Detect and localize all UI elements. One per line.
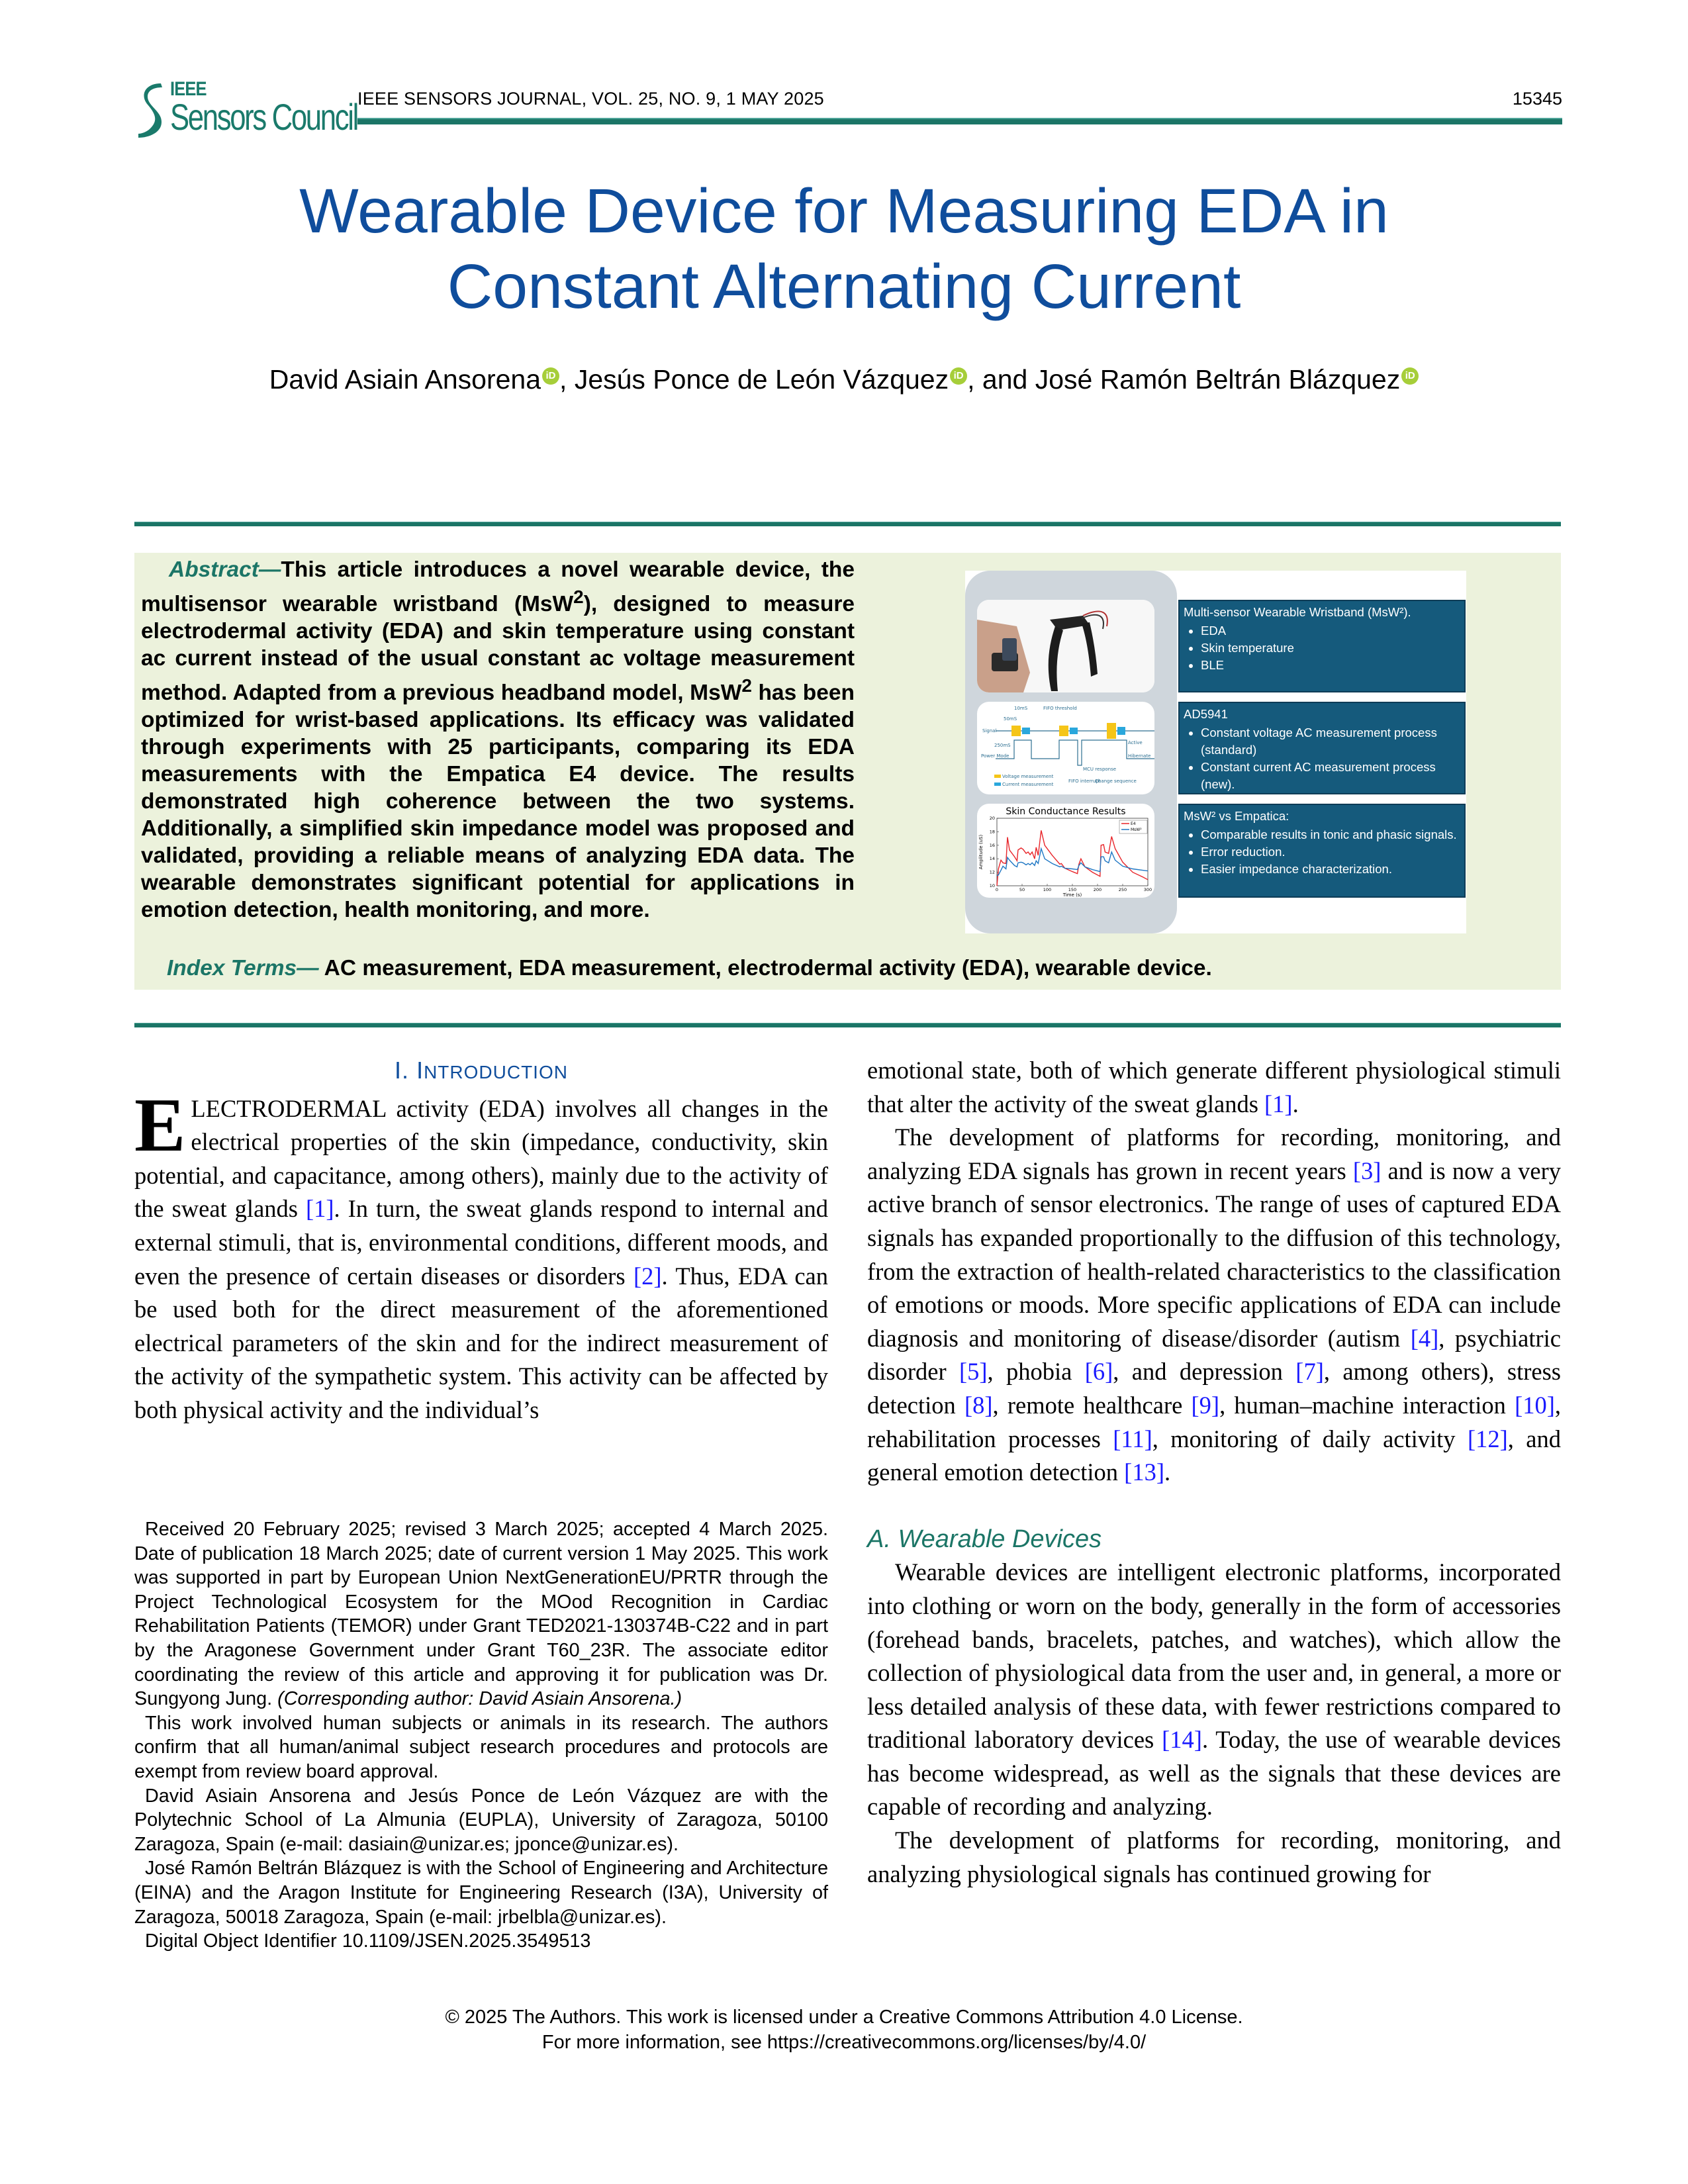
svg-text:Time (s): Time (s) (1062, 892, 1082, 898)
svg-text:50: 50 (1019, 887, 1025, 892)
author-separator: , and (967, 364, 1035, 395)
timing-label: FIFO threshold (1043, 706, 1077, 711)
abstract-body: ), designed to measure electrodermal activity (EDA) and skin temperature using constant ac current instead of the usual constant ac voltage measurement method. Adapted from a previous headband model, MsW (141, 592, 855, 706)
svg-text:MsW²: MsW² (1131, 828, 1142, 832)
license-footer (0, 2005, 1688, 2055)
ga-box-title: MsW² vs Empatica: (1184, 809, 1289, 823)
timing-label: Active (1128, 740, 1143, 745)
orcid-icon[interactable]: iD (950, 367, 967, 385)
ieee-sensors-council-logo (136, 78, 357, 138)
line-chart (977, 804, 1154, 898)
citation-link[interactable]: [7] (1295, 1358, 1324, 1386)
ga-list-item: • Error reduction. (1201, 843, 1460, 861)
body-text: , and depression (1113, 1358, 1296, 1386)
body-text: . (1292, 1090, 1299, 1117)
superscript: 2 (741, 675, 752, 696)
orcid-icon[interactable]: iD (1401, 367, 1419, 385)
body-text: . Today, the use of wearable devices has become widespread, as well as the signals that these devices are capable of recording and analyzing. (867, 1726, 1561, 1821)
timing-label: 10mS (1014, 706, 1028, 711)
ga-box-title: Multi-sensor Wearable Wristband (MsW²). (1184, 605, 1411, 619)
svg-text:20: 20 (989, 816, 995, 821)
svg-text:12: 12 (989, 869, 995, 875)
ga-box-ad5941 (1178, 702, 1466, 794)
body-text: , remote healthcare (992, 1391, 1192, 1419)
svg-text:250: 250 (1118, 887, 1127, 892)
body-text: , psychiatric disorder (867, 1324, 1561, 1386)
ga-list-item: • EDA (1201, 622, 1460, 640)
ga-list-item: • Constant current AC measurement process (new). (1201, 759, 1460, 793)
footnote-text: Received 20 February 2025; revised 3 March 2025; accepted 4 March 2025. Date of publication 18 March 2025; date of current version 1 May 2025. This work was supported in part by European Union NextGenerationEU/PRTR through the Project Technological Ecosystem for the MOod Recognition in Cardiac Rehabilitation Patients (TEMOR) under Grant TED2021-130374B-C22 and in part by the Aragonese Government under Grant T60_23R. The associate editor coordinating the review of this article and approving it for publication was Dr. Sungyong Jung. (134, 1519, 828, 1710)
citation-link[interactable]: [8] (964, 1391, 993, 1419)
device-photo (977, 600, 1154, 692)
corresponding-author: (Corresponding author: David Asiain Ansorena.) (277, 1688, 682, 1710)
citation-link[interactable]: [11] (1113, 1425, 1152, 1452)
ga-list-item: • Constant voltage AC measurement process (standard) (1201, 724, 1460, 759)
timing-label: Power Mode (981, 753, 1009, 759)
index-terms-text: AC measurement, EDA measurement, electrodermal activity (EDA), wearable device. (318, 956, 1212, 980)
drop-cap: E (134, 1082, 186, 1168)
right-column (867, 1054, 1561, 1891)
sensors-s-icon (136, 81, 167, 138)
timing-label: 50mS (1004, 716, 1017, 722)
author-name: Jesús Ponce de León Vázquez (574, 364, 949, 395)
timing-diagram-chart (977, 702, 1154, 794)
abstract-top-rule (134, 522, 1561, 526)
ga-box-title: AD5941 (1184, 707, 1228, 721)
wristband-photo-icon (977, 600, 1154, 692)
body-text: , human–machine interaction (1219, 1391, 1515, 1419)
chart-title: Skin Conductance Results (1006, 806, 1126, 817)
timing-diagram (977, 702, 1154, 794)
title-line-1: Wearable Device for Measuring EDA in (299, 176, 1389, 246)
ga-list-item: • Easier impedance characterization. (1201, 861, 1460, 878)
citation-link[interactable]: [1] (1264, 1090, 1293, 1117)
citation-link[interactable]: [13] (1124, 1458, 1164, 1486)
svg-text:150: 150 (1068, 887, 1077, 892)
license-line-2: For more information, see https://creativecommons.org/licenses/by/4.0/ (541, 2032, 1147, 2053)
citation-link[interactable]: [1] (305, 1195, 334, 1223)
svg-text:100: 100 (1043, 887, 1052, 892)
author-list (0, 364, 1688, 395)
body-text: , among others), stress detection (867, 1358, 1561, 1419)
svg-text:200: 200 (1093, 887, 1102, 892)
citation-link[interactable]: [10] (1515, 1391, 1555, 1419)
body-text: , monitoring of daily activity (1152, 1425, 1468, 1452)
logo-ieee-text: IEEE (170, 78, 207, 100)
footnote-affiliation-2: José Ramón Beltrán Blázquez is with the School of Engineering and Architecture (EINA) and the Aragon Institute for Engineering Research (I3A), University of Zaragoza, 50018 Zaragoza, Spain (e-mail: jrbelbla@unizar.es). (134, 1858, 828, 1928)
author-separator: , (559, 364, 575, 395)
footnote-affiliation-1: David Asiain Ansorena and Jesús Ponce de León Vázquez are with the Polytechnic School of La Almunia (EUPLA), University of Zaragoza, 50100 Zaragoza, Spain (e-mail: dasiain@unizar.es; jponce@unizar.es). (134, 1785, 828, 1855)
citation-link[interactable]: [6] (1084, 1358, 1113, 1386)
ga-list-item: • BLE (1201, 657, 1460, 674)
body-text: . (1164, 1458, 1171, 1486)
section-heading-introduction (134, 1054, 828, 1090)
footnote-ethics: This work involved human subjects or animals in its research. The authors confirm that all human/animal subject research procedures and protocols are exempt from review board approval. (134, 1712, 828, 1782)
svg-text:18: 18 (989, 829, 995, 835)
ga-list-item: • Comparable results in tonic and phasic signals. (1201, 826, 1460, 843)
timing-label: Signal (982, 728, 997, 734)
timing-label: 250mS (994, 743, 1011, 748)
timing-label: FIFO interrupt (1068, 779, 1101, 784)
intro-paragraph-1 (134, 1082, 828, 1427)
subsection-heading-wearable-devices: A. Wearable Devices (867, 1525, 1102, 1553)
abstract-body: This article introduces a novel wearable device, the multisensor wearable wristband (MsW (141, 557, 855, 617)
svg-text:10: 10 (989, 883, 995, 888)
body-text: The development of platforms for recording, monitoring, and analyzing EDA signals has grown in recent years (867, 1123, 1561, 1184)
author-name: David Asiain Ansorena (269, 364, 541, 395)
graphical-abstract (965, 571, 1466, 933)
body-text: Wearable devices are intelligent electronic platforms, incorporated into clothing or worn on the body, generally in the form of accessories (forehead bands, bracelets, patches, and watches), which allow the collection of physiological data from the user and, in general, a more or less detailed analysis of these data, with fewer restrictions compared to traditional laboratory devices (867, 1558, 1561, 1754)
citation-link[interactable]: [12] (1467, 1425, 1508, 1452)
svg-text:E4: E4 (1131, 822, 1136, 826)
wearables-paragraph-2: The development of platforms for recording, monitoring, and analyzing physiological signals has continued growing for (867, 1827, 1561, 1887)
author-name: José Ramón Beltrán Blázquez (1035, 364, 1401, 395)
footnote-doi: Digital Object Identifier 10.1109/JSEN.2025.3549513 (145, 1930, 591, 1952)
ga-box-comparison (1178, 804, 1466, 898)
legend-label: Current measurement (1002, 782, 1054, 787)
index-terms (167, 956, 1212, 981)
left-column (134, 1054, 828, 1427)
citation-link[interactable]: [5] (959, 1358, 988, 1386)
footnote-received (134, 1517, 828, 1711)
abstract-bottom-rule (134, 1023, 1561, 1027)
header-rule (357, 118, 1562, 124)
superscript: 2 (573, 587, 584, 607)
section-title: I (416, 1057, 424, 1084)
ga-box-wristband (1178, 600, 1466, 692)
citation-link[interactable]: [4] (1410, 1324, 1439, 1352)
svg-text:Amplitude (uS): Amplitude (uS) (978, 834, 984, 870)
intro-paragraph-1-continued (867, 1054, 1561, 1121)
index-terms-label: Index Terms— (167, 956, 319, 980)
body-text: LECTRODERMAL activity (EDA) involves all changes in the electrical properties of the skin (impedance, conductivity, skin potential, and capacitance, among others), mainly due to the activity of the sweat glands (134, 1094, 828, 1223)
svg-text:300: 300 (1143, 887, 1152, 892)
orcid-icon[interactable]: iD (542, 367, 559, 385)
section-number: I. (395, 1057, 417, 1084)
timing-label: MCU response (1083, 767, 1117, 772)
section-title: NTRODUCTION (424, 1062, 568, 1082)
svg-text:14: 14 (989, 856, 995, 862)
citation-link[interactable]: [14] (1162, 1726, 1202, 1754)
svg-text:0: 0 (995, 887, 999, 892)
logo-sensors-council-text: Sensors Council (170, 96, 357, 138)
legend-label: Voltage measurement (1002, 774, 1054, 779)
wearables-paragraph-1 (867, 1556, 1561, 1824)
body-text: and is now a very active branch of sensor electronics. The range of uses of captured EDA signals has expanded proportionally to the diffusion of this technology, from the extraction of health-related characteristics to the classification of emotions or moods. More specific applications of EDA can include diagnosis and monitoring of disease/disorder (autism (867, 1157, 1561, 1352)
svg-text:16: 16 (989, 842, 995, 848)
ga-list-item: • Skin temperature (1201, 640, 1460, 657)
body-text: emotional state, both of which generate different physiological stimuli that alter the activity of the sweat glands (867, 1057, 1561, 1117)
citation-link[interactable]: [2] (633, 1262, 662, 1290)
page-number: 15345 (1512, 89, 1562, 109)
body-text: . In turn, the sweat glands respond to internal and external stimuli, that is, environmental conditions, different moods, and even the presence of certain diseases or disorders (134, 1195, 828, 1290)
abstract-text (141, 556, 855, 924)
body-text: , and general emotion detection (867, 1425, 1561, 1486)
timing-label: Hibernate (1128, 753, 1151, 759)
citation-link[interactable]: [3] (1352, 1157, 1382, 1184)
abstract-label: Abstract— (169, 557, 281, 582)
body-text: . Thus, EDA can be used both for the direct measurement of the aforementioned electrical parameters of the skin and for the indirect measurement of the activity of the sympathetic system. This activity can be affected by both physical activity and the individual’s (134, 1262, 828, 1423)
citation-link[interactable]: [9] (1191, 1391, 1220, 1419)
timing-label: Change sequence (1095, 779, 1137, 784)
first-page-footnotes (134, 1517, 828, 1954)
title-line-2: Constant Alternating Current (447, 252, 1241, 322)
abstract-body: has been optimized for wrist-based applications. Its efficacy was validated through experiments with 25 participants, comparing its EDA measurements with the Empatica E4 device. The results demonstrated high coherence between the two systems. Additionally, a simplified skin impedance model was proposed and validated, providing a reliable means of analyzing EDA data. The wearable demonstrates significant potential for applications in emotion detection, health monitoring, and more. (141, 681, 855, 923)
license-line-1: © 2025 The Authors. This work is licensed under a Creative Commons Attribution 4.0 License. (445, 2007, 1243, 2028)
paper-title (0, 173, 1688, 324)
running-head: IEEE SENSORS JOURNAL, VOL. 25, NO. 9, 1 MAY 2025 (357, 89, 824, 109)
body-text: , rehabilitation processes (867, 1391, 1562, 1452)
skin-conductance-chart (977, 804, 1154, 898)
body-text: , phobia (987, 1358, 1085, 1386)
intro-paragraph-2 (867, 1121, 1561, 1490)
